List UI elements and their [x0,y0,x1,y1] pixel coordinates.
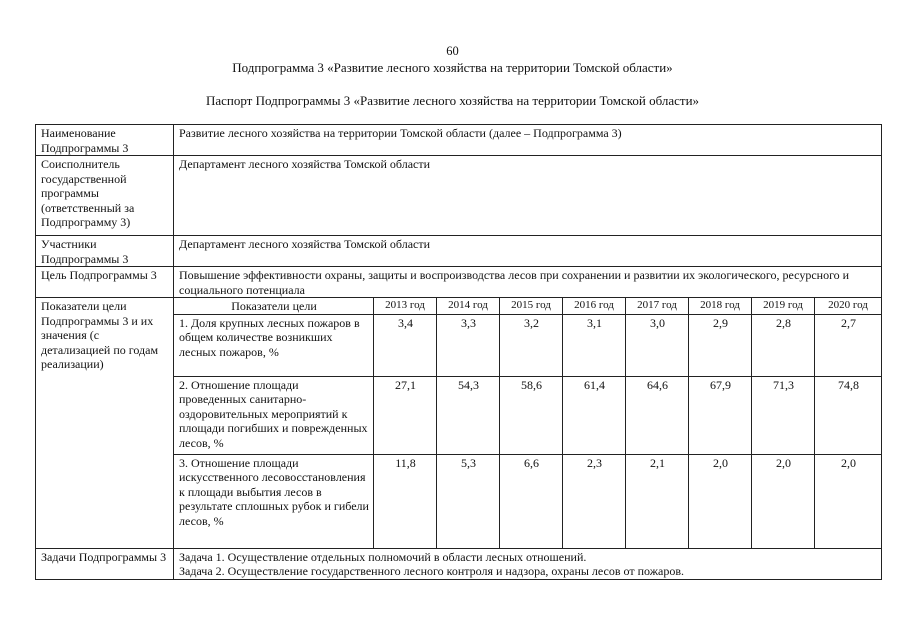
indicator-value: 3,1 [563,314,626,376]
indicator-value: 27,1 [374,376,437,454]
indicator-value: 2,8 [752,314,815,376]
indicator-value: 2,1 [626,454,689,548]
task-item: Задача 2. Осуществление государственного лесного контроля и надзора, охраны лесов от пожаров. [179,564,685,578]
task-item: Задача 1. Осуществление отдельных полномочий в области лесных отношений. [179,549,587,564]
indicator-value: 5,3 [437,454,500,548]
indicator-name: 3. Отношение площади искусственного лесовосстановления к площади выбытия лесов в результате сплошных рубок и гибели лесов, % [174,454,374,548]
passport-table [35,124,882,580]
indicator-value: 2,0 [689,454,752,548]
indicator-name: 1. Доля крупных лесных пожаров в общем количестве возникших лесных пожаров, % [174,314,374,376]
year-header: 2014 год [437,298,500,315]
indicator-value: 3,0 [626,314,689,376]
indicator-value: 3,3 [437,314,500,376]
name-label: Наименование Подпрограммы 3 [36,125,174,156]
coexecutor-value: Департамент лесного хозяйства Томской области [174,156,882,236]
indicators-label: Показатели цели Подпрограммы 3 и их значения (с детализацией по годам реализации) [36,298,174,549]
indicator-value: 61,4 [563,376,626,454]
indicator-value: 2,0 [815,454,882,548]
year-header: 2016 год [563,298,626,315]
tasks-label: Задачи Подпрограммы 3 [36,548,174,579]
indicator-value: 6,6 [500,454,563,548]
page-number: 60 [446,44,459,58]
indicator-value: 67,9 [689,376,752,454]
name-value: Развитие лесного хозяйства на территории Томской области (далее – Подпрограмма 3) [174,125,882,156]
year-header: 2013 год [374,298,437,315]
year-header: 2015 год [500,298,563,315]
indicator-name: 2. Отношение площади проведенных санитарно-оздоровительных мероприятий к площади погибших и поврежденных лесов, % [174,376,374,454]
indicator-value: 3,2 [500,314,563,376]
indicator-value: 2,9 [689,314,752,376]
indicator-value: 71,3 [752,376,815,454]
year-header: 2017 год [626,298,689,315]
participants-value: Департамент лесного хозяйства Томской области [174,236,882,267]
row-participants [36,236,882,267]
participants-label: Участники Подпрограммы 3 [36,236,174,267]
row-name [36,125,882,156]
row-tasks [36,548,882,579]
passport-title: Паспорт Подпрограммы 3 «Развитие лесного хозяйства на территории Томской области» [205,93,700,108]
indicator-value: 58,6 [500,376,563,454]
indicator-value: 2,7 [815,314,882,376]
coexecutor-label: Соисполнитель государственной программы (ответственный за Подпрограмму 3) [36,156,174,236]
indicator-value: 2,3 [563,454,626,548]
indicator-value: 64,6 [626,376,689,454]
year-header: 2019 год [752,298,815,315]
indicator-value: 2,0 [752,454,815,548]
goal-label: Цель Подпрограммы 3 [36,267,174,298]
indicator-value: 11,8 [374,454,437,548]
indicators-header-row [36,298,882,315]
year-header: 2018 год [689,298,752,315]
year-header: 2020 год [815,298,882,315]
row-goal [36,267,882,298]
row-coexecutor [36,156,882,236]
indicators-header: Показатели цели [174,298,374,315]
indicator-value: 54,3 [437,376,500,454]
tasks-value [174,548,882,579]
indicator-value: 3,4 [374,314,437,376]
goal-value: Повышение эффективности охраны, защиты и воспроизводства лесов при сохранении и развитии их экологического, ресурсного и социального потенциала [174,267,882,298]
subprogram-title: Подпрограмма 3 «Развитие лесного хозяйства на территории Томской области» [232,60,673,75]
indicator-value: 74,8 [815,376,882,454]
